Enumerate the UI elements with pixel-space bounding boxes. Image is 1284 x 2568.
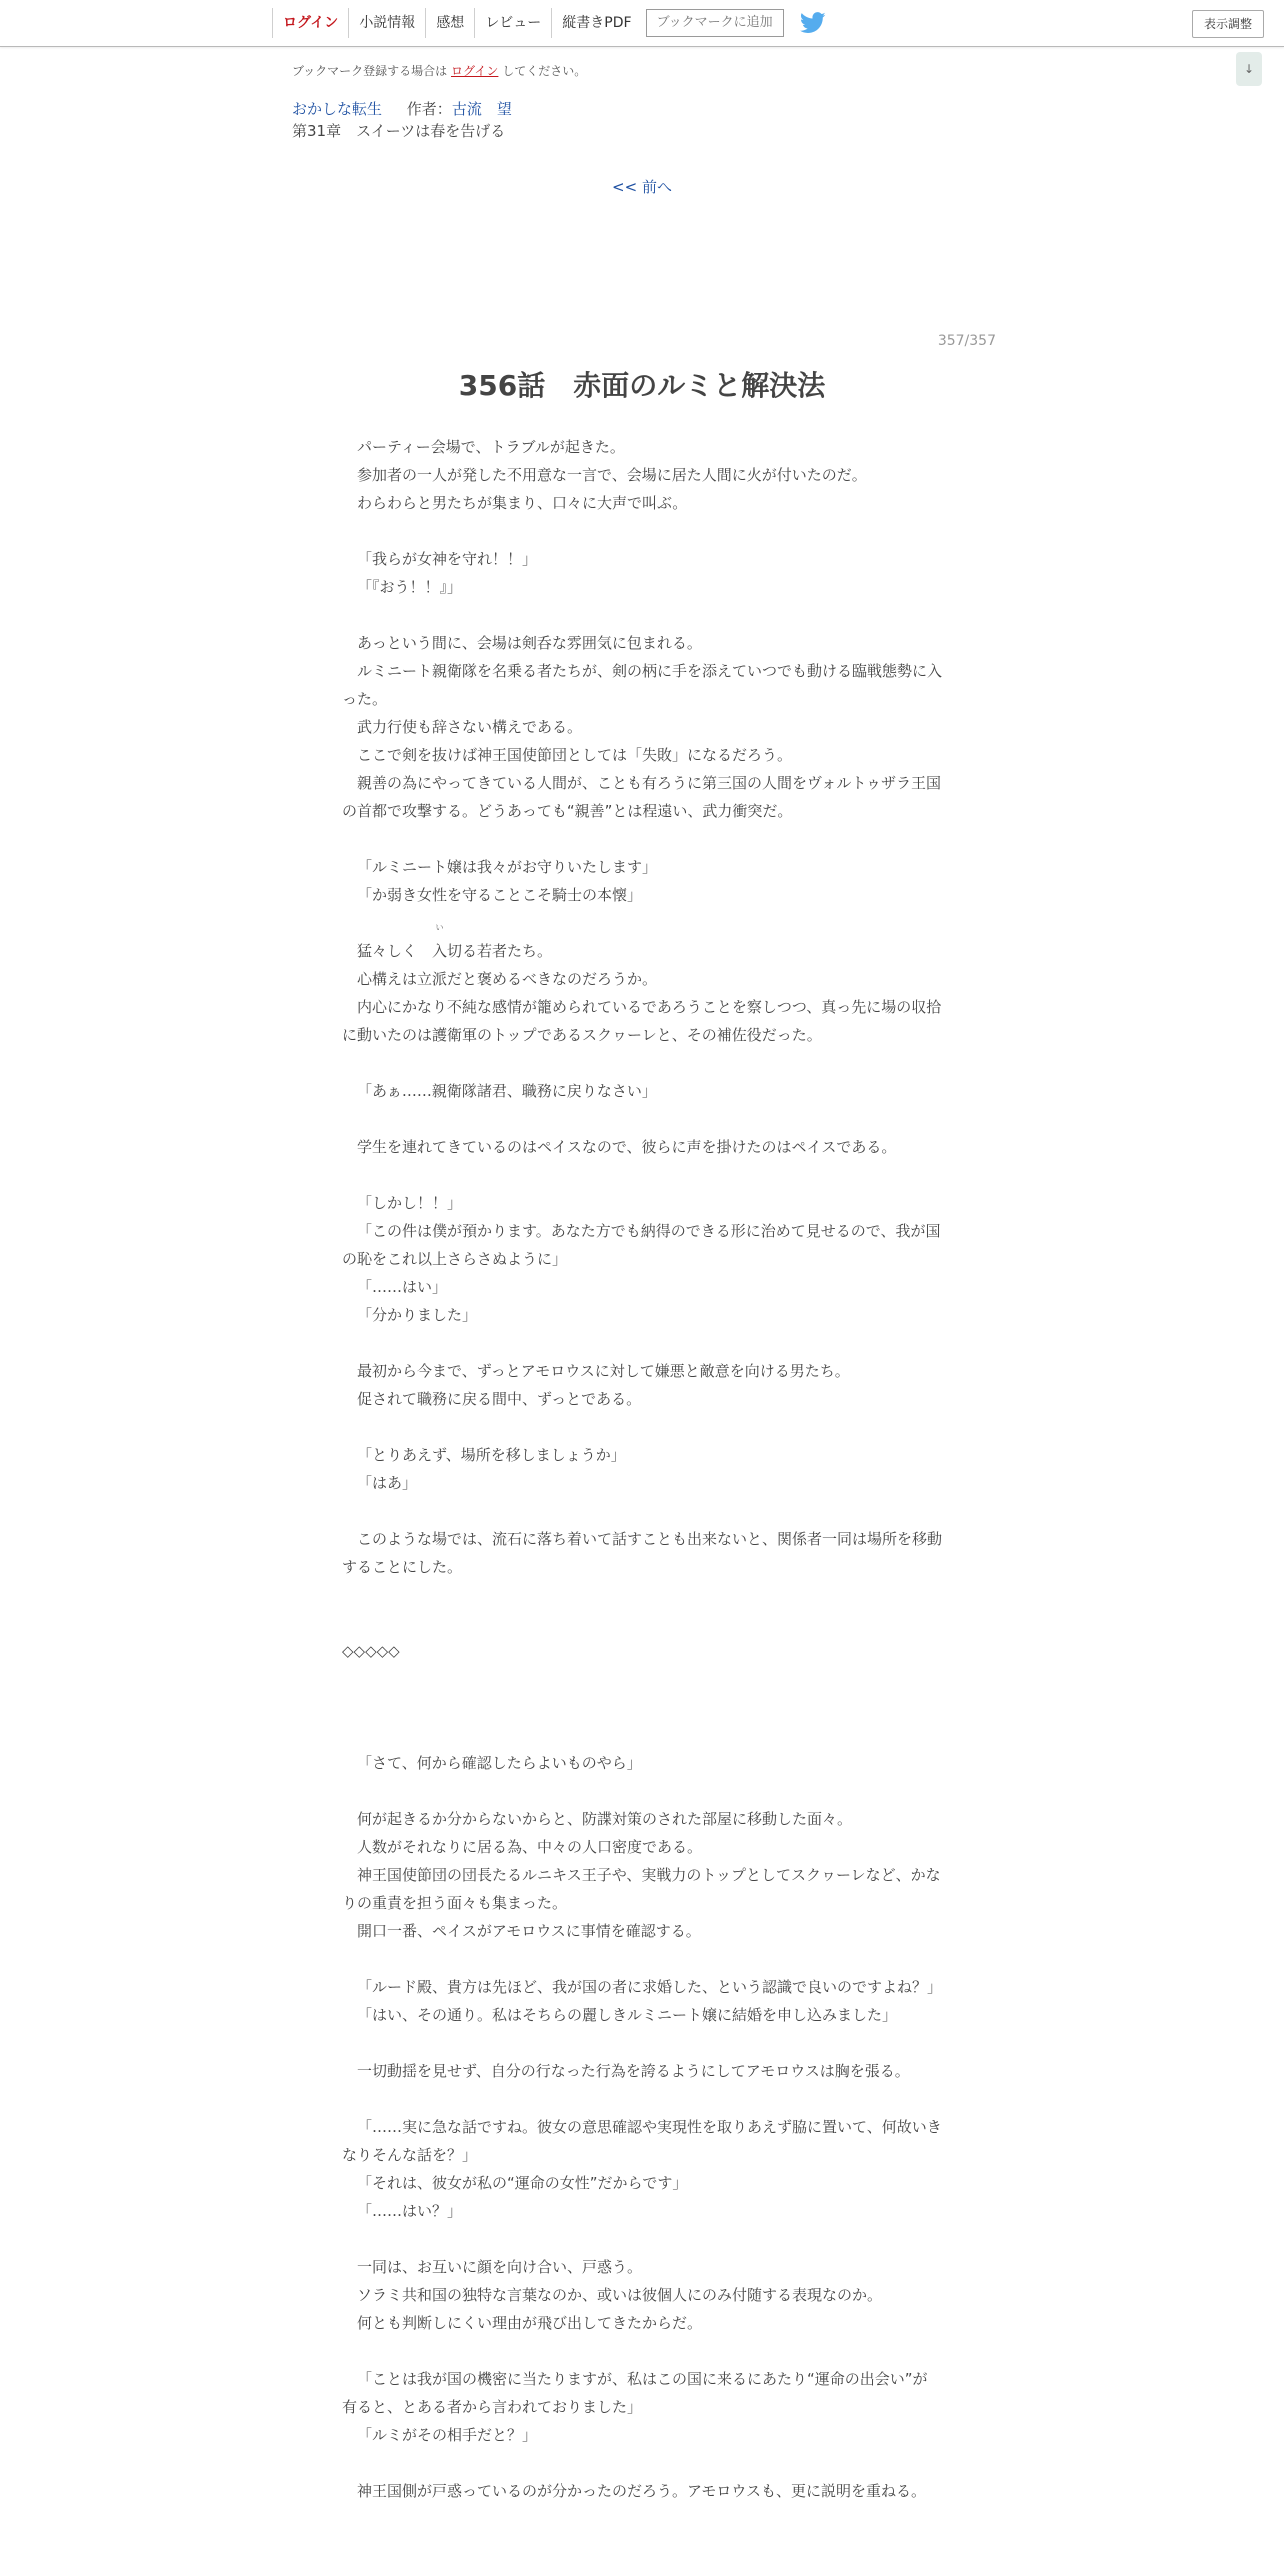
scene-separator: ◇◇◇◇◇ xyxy=(342,1642,400,1660)
body-line: 「……実に急な話ですね。彼女の意思確認や実現性を取りあえず脇に置いて、何故いきなりそんな話を？」 xyxy=(342,2118,942,2164)
body-line: 一切動揺を見せず、自分の行なった行為を誇るようにしてアモロウスは胸を張る。 xyxy=(357,2062,910,2080)
body-line: 「さて、何から確認したらよいものやら」 xyxy=(357,1754,642,1772)
body-line: 神王国使節団の団長たるルニキス王子や、実戦力のトップとしてスクヮーレなど、かなりの重責を担う面々も集まった。 xyxy=(342,1866,941,1912)
body-line: 学生を連れてきているのはペイスなので、彼らに声を掛けたのはペイスである。 xyxy=(357,1138,897,1156)
body-line: 促されて職務に戻る間中、ずっとである。 xyxy=(357,1390,642,1408)
body-line: 「ことは我が国の機密に当たりますが、私はこの国に来るにあたり“運命の出会い”が有ると、とある者から言われておりました」 xyxy=(342,2370,928,2416)
nav-novel-info[interactable]: 小説情報 xyxy=(348,8,425,38)
ruby-base: 入 xyxy=(432,942,448,960)
author-label: 作者： xyxy=(406,100,452,118)
body-line: 「……はい」 xyxy=(357,1278,448,1296)
body-text-span: 切る若者たち。 xyxy=(447,942,553,960)
body-line: 何が起きるか分からないからと、防諜対策のされた部屋に移動した面々。 xyxy=(357,1810,853,1828)
page-count: 357/357 xyxy=(937,333,996,349)
body-line: 開口一番、ペイスがアモロウスに事情を確認する。 xyxy=(357,1922,701,1940)
nav-review[interactable]: レビュー xyxy=(474,8,551,38)
body-line: ソラミ共和国の独特な言葉なのか、或いは彼個人にのみ付随する表現なのか。 xyxy=(357,2286,883,2304)
ruby-reading: い xyxy=(435,923,444,932)
display-settings-button[interactable]: 表示調整 xyxy=(1192,10,1264,38)
body-line: パーティー会場で、トラブルが起きた。 xyxy=(357,438,625,456)
episode-title: 356話 赤面のルミと解決法 xyxy=(458,369,826,402)
twitter-icon[interactable] xyxy=(800,12,826,34)
notice-login-link[interactable]: ログイン xyxy=(451,64,499,78)
body-line: 「ルミがその相手だと？」 xyxy=(357,2426,538,2444)
prev-page-link[interactable]: << 前へ xyxy=(612,178,672,196)
body-text-span: 猛々しく xyxy=(357,942,418,960)
body-line: 「はあ」 xyxy=(357,1474,418,1492)
body-line: 「しかし！！」 xyxy=(357,1194,463,1212)
body-line: このような場では、流石に落ち着いて話すことも出来ないと、関係者一同は場所を移動することにした。 xyxy=(342,1530,943,1576)
body-line: ルミニート親衛隊を名乗る者たちが、剣の柄に手を添えていつでも動ける臨戦態勢に入った。 xyxy=(342,662,943,708)
body-line: 「『おう！！』」 xyxy=(357,578,463,596)
body-line: 「とりあえず、場所を移しましょうか」 xyxy=(357,1446,626,1464)
work-info xyxy=(292,98,512,119)
prev-nav xyxy=(0,176,1284,197)
body-line: 「分かりました」 xyxy=(357,1306,478,1324)
ruby xyxy=(417,923,448,965)
body-line: ここで剣を抜けば神王国使節団としては「失敗」になるだろう。 xyxy=(357,746,793,764)
body-line: 「あぁ……親衛隊諸君、職務に戻りなさい」 xyxy=(357,1082,657,1100)
body-line: 「ルミニート嬢は我々がお守りいたします」 xyxy=(357,858,658,876)
notice-suffix: してください。 xyxy=(502,64,587,78)
nav-impressions[interactable]: 感想 xyxy=(425,8,474,38)
body-line: あっという間に、会場は剣呑な雰囲気に包まれる。 xyxy=(357,634,702,652)
scroll-down-button[interactable]: ↓ xyxy=(1236,52,1262,86)
body-line xyxy=(342,923,942,965)
login-notice xyxy=(292,62,586,79)
body-line: 人数がそれなりに居る為、中々の人口密度である。 xyxy=(357,1838,703,1856)
body-line: 「我らが女神を守れ！！」 xyxy=(357,550,538,568)
notice-prefix: ブックマーク登録する場合は xyxy=(292,64,448,78)
body-line: 参加者の一人が発した不用意な一言で、会場に居た人間に火が付いたのだ。 xyxy=(357,466,867,484)
body-line: 最初から今まで、ずっとアモロウスに対して嫌悪と敵意を向ける男たち。 xyxy=(357,1362,850,1380)
body-line: 武力行使も辞さない構えである。 xyxy=(357,718,583,736)
body-line: わらわらと男たちが集まり、口々に大声で叫ぶ。 xyxy=(357,494,688,512)
add-bookmark-button[interactable]: ブックマークに追加 xyxy=(646,9,784,37)
body-line: 「……はい？」 xyxy=(357,2202,463,2220)
nav-login[interactable]: ログイン xyxy=(272,8,348,38)
body-line: 「ルード殿、貴方は先ほど、我が国の者に求婚した、という認識で良いのですよね？」 xyxy=(357,1978,943,1996)
chapter-title: 第31章 スイーツは春を告げる xyxy=(292,122,506,140)
body-line: 内心にかなり不純な感情が籠められているであろうことを察しつつ、真っ先に場の収拾に動いたのは護衛軍のトップであるスクヮーレと、その補佐役だった。 xyxy=(342,998,942,1044)
body-line: 一同は、お互いに顔を向け合い、戸惑う。 xyxy=(357,2258,643,2276)
novel-body xyxy=(342,433,942,2505)
series-title-link[interactable]: おかしな転生 xyxy=(292,100,383,118)
body-line: 親善の為にやってきている人間が、ことも有ろうに第三国の人間をヴォルトゥザラ王国の首都で攻撃する。どうあっても“親善”とは程遠い、武力衝突だ。 xyxy=(342,774,942,820)
body-line: 心構えは立派だと褒めるべきなのだろうか。 xyxy=(357,970,658,988)
body-line: 「それは、彼女が私の“運命の女性”だからです」 xyxy=(357,2174,688,2192)
body-line: 神王国側が戸惑っているのが分かったのだろう。アモロウスも、更に説明を重ねる。 xyxy=(357,2482,926,2500)
top-bar xyxy=(0,0,1284,47)
body-line: 「この件は僕が預かります。あなた方でも納得のできる形に治めて見せるので、我が国の恥をこれ以上さらさぬように」 xyxy=(342,1222,941,1268)
nav-vertical-pdf[interactable]: 縦書きPDF xyxy=(551,8,641,38)
body-line: 何とも判断しにくい理由が飛び出してきたからだ。 xyxy=(357,2314,703,2332)
author-link[interactable]: 古流 望 xyxy=(451,100,512,118)
header-nav xyxy=(272,8,826,38)
body-line: 「はい、その通り。私はそちらの麗しきルミニート嬢に結婚を申し込みました」 xyxy=(357,2006,898,2024)
body-line: 「か弱き女性を守ることこそ騎士の本懐」 xyxy=(357,886,643,904)
